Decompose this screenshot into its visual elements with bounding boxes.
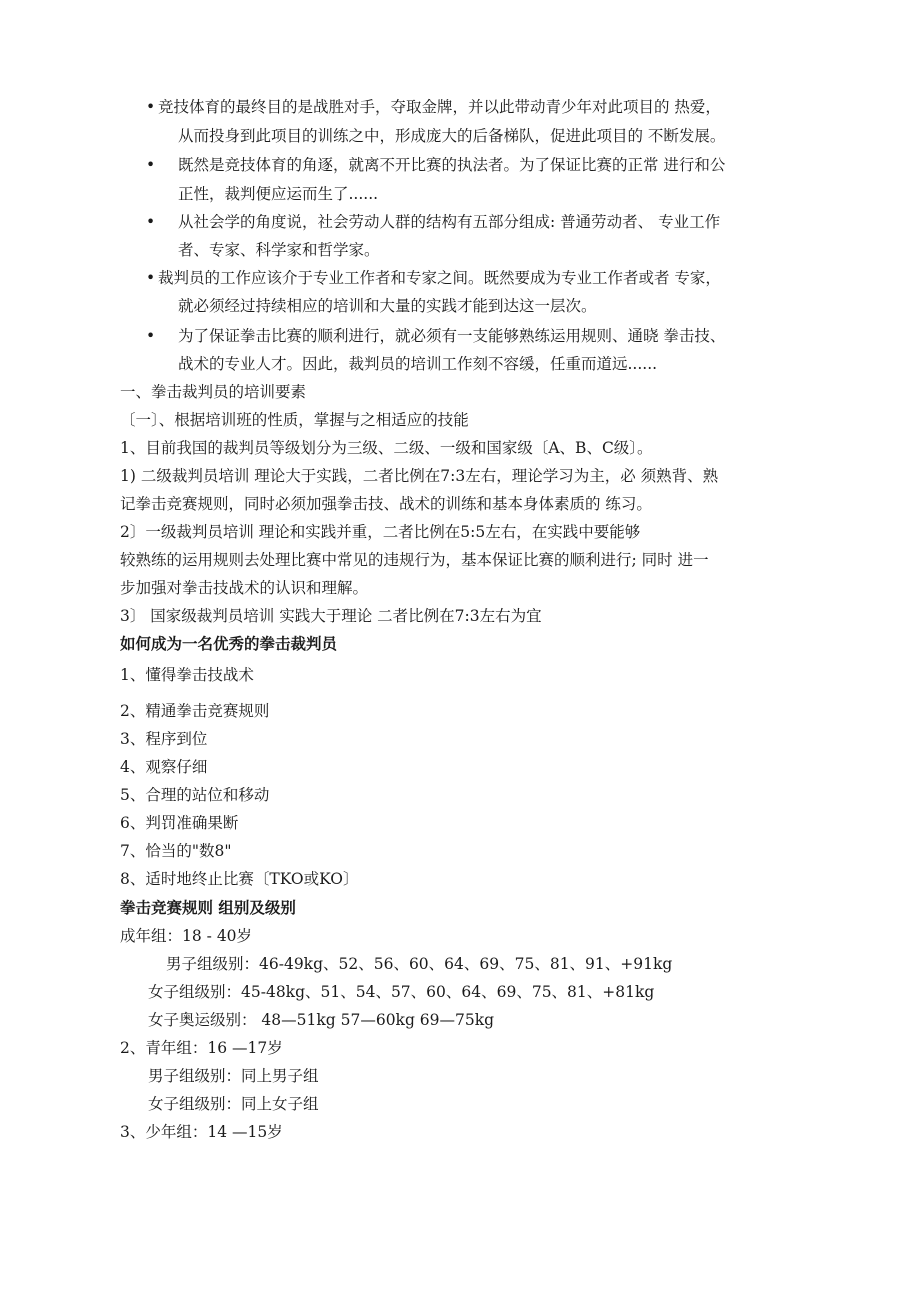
paragraph: 步加强对拳击技战术的认识和理解。: [120, 579, 369, 597]
bullet-text: 裁判员的工作应该介于专业工作者和专家之间。既然要成为专业工作者或者 专家，: [158, 269, 721, 287]
bullet-text: 既然是竞技体育的角逐，就离不开比赛的执法者。为了保证比赛的正常 进行和公: [178, 156, 726, 174]
weight-classes: 男子组级别：46-49kg、52、56、60、64、69、75、81、91、+91kg: [166, 955, 673, 973]
bullet-dot: •: [146, 269, 156, 287]
list-item: 3、程序到位: [120, 730, 208, 748]
weight-classes: 女子奥运级别： 48—51kg 57—60kg 69—75kg: [148, 1011, 495, 1029]
heading: 拳击竞赛规则 组别及级别: [120, 898, 296, 917]
subsection-title: 〔一〕、根据培训班的性质，掌握与之相适应的技能: [120, 411, 469, 429]
bullet-dot: •: [146, 213, 156, 231]
weight-classes: 女子组级别：同上女子组: [148, 1095, 319, 1113]
heading: 如何成为一名优秀的拳击裁判员: [120, 634, 338, 653]
paragraph: 3〕 国家级裁判员培训 实践大于理论 二者比例在7:3左右为宜: [120, 607, 542, 625]
bullet-text: 竞技体育的最终目的是战胜对手，夺取金牌，并以此带动青少年对此项目的 热爱，: [158, 98, 721, 116]
bullet-dot: •: [146, 327, 156, 345]
paragraph: 2〕一级裁判员培训 理论和实践并重，二者比例在5:5左右，在实践中要能够: [120, 523, 641, 541]
weight-classes: 男子组级别：同上男子组: [148, 1067, 319, 1085]
list-item: 6、判罚准确果断: [120, 814, 239, 832]
bullet-dot: •: [146, 98, 156, 116]
paragraph: 1) 二级裁判员培训 理论大于实践，二者比例在7:3左右，理论学习为主，必 须熟背、熟: [120, 467, 719, 485]
paragraph: 记拳击竞赛规则，同时必须加强拳击技、战术的训练和基本身体素质的 练习。: [120, 495, 652, 513]
bullet-dot: •: [146, 156, 156, 174]
bullet-text: 者、专家、科学家和哲学家。: [178, 241, 380, 259]
group-title: 2、青年组：16 —17岁: [120, 1039, 283, 1057]
list-item: 2、精通拳击竞赛规则: [120, 702, 270, 720]
bullet-text: 从社会学的角度说，社会劳动人群的结构有五部分组成: 普通劳动者、 专业工作: [178, 213, 721, 231]
paragraph: 较熟练的运用规则去处理比赛中常见的违规行为，基本保证比赛的顺利进行; 同时 进一: [120, 551, 709, 569]
paragraph: 1、目前我国的裁判员等级划分为三级、二级、一级和国家级〔A、B、C级〕。: [120, 439, 653, 457]
list-item: 7、恰当的"数8": [120, 842, 232, 860]
list-item: 4、观察仔细: [120, 758, 208, 776]
bullet-text: 从而投身到此项目的训练之中，形成庞大的后备梯队，促进此项目的 不断发展。: [178, 127, 726, 145]
list-item: 8、适时地终止比赛〔TKO或KO〕: [120, 870, 359, 888]
list-item: 1、懂得拳击技战术: [120, 666, 254, 684]
bullet-text: 为了保证拳击比赛的顺利进行，就必须有一支能够熟练运用规则、通晓 拳击技、: [178, 327, 726, 345]
bullet-text: 战术的专业人才。因此，裁判员的培训工作刻不容缓，任重而道远......: [178, 355, 658, 373]
section-title: 一、拳击裁判员的培训要素: [120, 383, 307, 401]
bullet-text: 正性，裁判便应运而生了......: [178, 185, 379, 203]
group-title: 3、少年组：14 —15岁: [120, 1123, 283, 1141]
weight-classes: 女子组级别：45-48kg、51、54、57、60、64、69、75、81、+81kg: [148, 983, 655, 1001]
group-title: 成年组：18 - 40岁: [120, 927, 253, 945]
list-item: 5、合理的站位和移动: [120, 786, 270, 804]
bullet-text: 就必须经过持续相应的培训和大量的实践才能到达这一层次。: [178, 297, 597, 315]
